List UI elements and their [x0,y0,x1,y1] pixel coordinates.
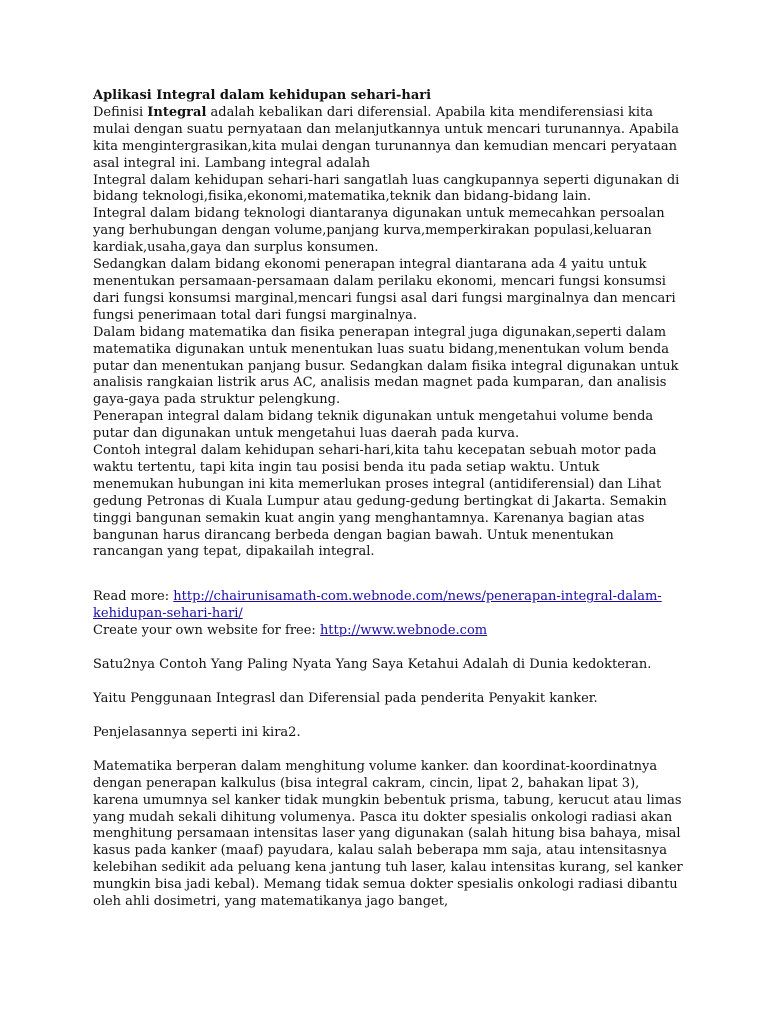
spacer [93,640,683,657]
paragraph-yaitu: Yaitu Penggunaan Integrasl dan Diferensial pada penderita Penyakit kanker. [93,691,598,706]
definition-text: adalah kebalikan dari diferensial. Apabila kita mendiferensiasi kita mulai dengan suatu pernyataan dan melanjutkannya untuk mencari turunannya. Apabila kita mengintergrasikan,kita mulai dengan turunannya dan kemudian mencari peryataan asal integral ini. Lambang integral adalah [93,104,679,171]
spacer [93,708,683,725]
webnode-link[interactable]: http://www.webnode.com [319,623,488,639]
paragraph-scope: Integral dalam kehidupan sehari-hari sangatlah luas cangkupannya seperti digunakan di bidang teknologi,fisika,ekonomi,matematika,teknik dan bidang-bidang lain. [93,172,680,205]
paragraph-economics: Sedangkan dalam bidang ekonomi penerapan integral diantarana ada 4 yaitu untuk menentukan persamaan-persamaan dalam perilaku ekonomi, mencari fungsi konsumsi dari fungsi konsumsi marginal,mencari fungsi asal dari fungsi marginalnya dan mencari fungsi penerimaan total dari fungsi marginalnya. [93,257,676,323]
spacer [93,742,683,759]
paragraph-technology: Integral dalam bidang teknologi diantaranya digunakan untuk memecahkan persoalan yang berhubungan dengan volume,panjang kurva,memperkirakan populasi,keluaran kardiak,usaha,gaya dan surplus konsumen. [93,206,665,256]
create-site-line [93,623,683,640]
paragraph-penjelasan: Penjelasannya seperti ini kira2. [93,724,301,740]
paragraph-contoh: Satu2nya Contoh Yang Paling Nyata Yang Saya Ketahui Adalah di Dunia kedokteran. [93,657,652,673]
definition-term: Integral [147,104,207,120]
read-more-line [93,589,683,623]
create-site-label: Create your own website for free: [93,623,320,639]
read-more-label: Read more: [93,589,174,605]
definition-paragraph [93,105,683,173]
read-more-link[interactable]: http://chairunisamath-com.webnode.com/news/penerapan-integral-dalam-kehidupan-sehari-hari/ [93,589,662,622]
spacer [93,674,683,691]
paragraph-example: Contoh integral dalam kehidupan sehari-hari,kita tahu kecepatan sebuah motor pada waktu tertentu, tapi kita ingin tau posisi benda itu pada setiap waktu. Untuk menemukan hubungan ini kita memerlukan proses integral (antidiferensial) dan Lihat gedung Petronas di Kuala Lumpur atau gedung-gedung bertingkat di Jakarta. Semakin tinggi bangunan semakin kuat angin yang menghantamnya. Karenanya bagian atas bangunan harus dirancang berbeda dengan bagian bawah. Untuk menentukan rancangan yang tepat, dipakailah integral. [93,443,667,560]
paragraph-engineering: Penerapan integral dalam bidang teknik digunakan untuk mengetahui volume benda putar dan digunakan untuk mengetahui luas daerah pada kurva. [93,409,654,442]
definition-prefix: Definisi [93,104,148,120]
paragraph-math-physics: Dalam bidang matematika dan fisika penerapan integral juga digunakan,seperti dalam matematika digunakan untuk menentukan luas suatu bidang,menentukan volum benda putar dan menentukan panjang busur. Sedangkan dalam fisika integral digunakan untuk analisis rangkaian listrik arus AC, analisis medan magnet pada kumparan, dan analisis gaya-gaya pada struktur pelengkung. [93,324,679,408]
document-page [93,88,683,911]
paragraph-medical: Matematika berperan dalam menghitung volume kanker. dan koordinat-koordinatnya dengan penerapan kalkulus (bisa integral cakram, cincin, lipat 2, bahakan lipat 3), karena umumnya sel kanker tidak mungkin bebentuk prisma, tabung, kerucut atau limas yang mudah sekali dihitung volumenya. Pasca itu dokter spesialis onkologi radiasi akan menghitung persamaan intensitas laser yang digunakan (salah hitung bisa bahaya, misal kasus pada kanker (maaf) payudara, kalau salah beberapa mm saja, atau intensitasnya kelebihan sedikit ada peluang kena jantung tuh laser, kalau intensitas kurang, sel kanker mungkin bisa jadi kebal). Memang tidak semua dokter spesialis onkologi radiasi dibantu oleh ahli dosimetri, yang matematikanya jago banget, [93,758,683,910]
spacer [93,561,683,589]
document-title: Aplikasi Integral dalam kehidupan sehari-hari [93,88,432,103]
